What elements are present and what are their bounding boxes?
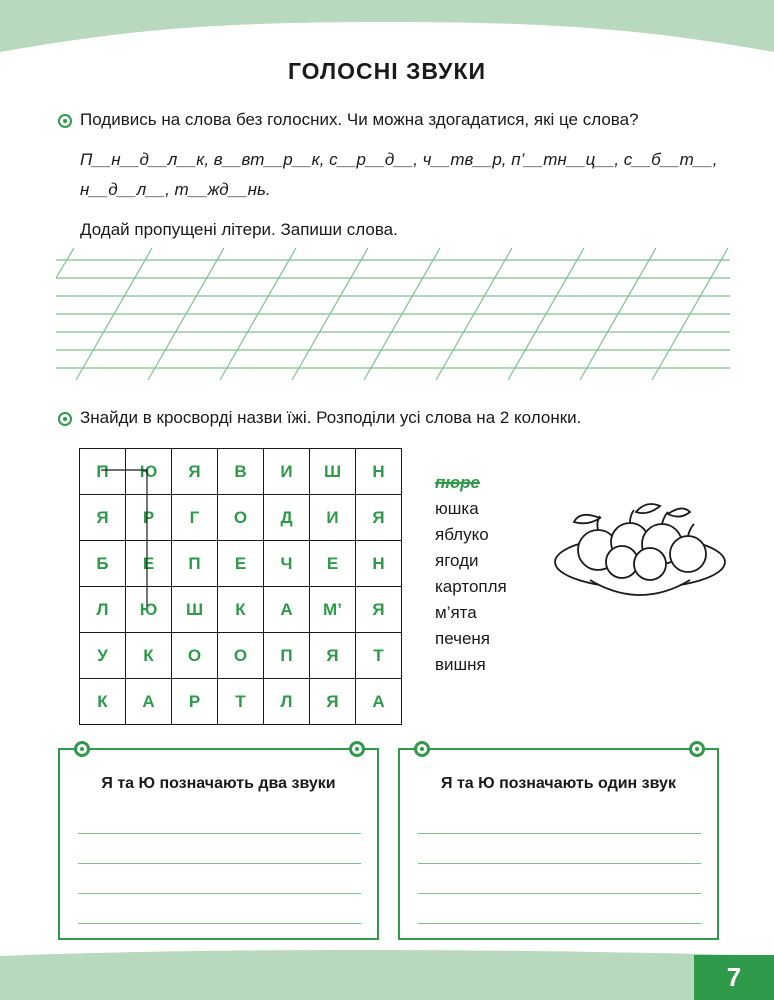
answer-box-one-sound xyxy=(398,748,719,940)
grid-cell[interactable]: К xyxy=(218,587,264,633)
bottom-decorative-band xyxy=(0,950,774,1000)
grid-row xyxy=(80,633,402,679)
grid-cell[interactable]: У xyxy=(80,633,126,679)
grid-cell[interactable]: Ч xyxy=(264,541,310,587)
target-bullet-icon xyxy=(58,412,72,426)
grid-cell[interactable]: Ш xyxy=(310,449,356,495)
grid-cell[interactable]: Н xyxy=(356,449,402,495)
grid-cell[interactable]: Р xyxy=(172,679,218,725)
grid-cell[interactable]: П xyxy=(80,449,126,495)
grid-cell[interactable]: Я xyxy=(80,495,126,541)
answer-line[interactable] xyxy=(418,833,701,834)
grid-cell[interactable]: Г xyxy=(172,495,218,541)
word-search-grid xyxy=(79,448,402,725)
answer-line[interactable] xyxy=(78,863,361,864)
grid-cell[interactable]: П xyxy=(264,633,310,679)
fruit-bowl-icon xyxy=(550,500,730,605)
answer-line[interactable] xyxy=(78,893,361,894)
grid-cell[interactable]: О xyxy=(218,495,264,541)
grid-cell[interactable]: Т xyxy=(218,679,264,725)
grid-row xyxy=(80,495,402,541)
grid-cell[interactable]: Я xyxy=(172,449,218,495)
grid-cell[interactable]: Т xyxy=(356,633,402,679)
grid-cell[interactable]: О xyxy=(172,633,218,679)
grid-cell[interactable]: П xyxy=(172,541,218,587)
grid-cell[interactable]: Л xyxy=(80,587,126,633)
grid-cell[interactable]: О xyxy=(218,633,264,679)
handwriting-lines[interactable] xyxy=(56,248,730,383)
pin-icon xyxy=(349,741,365,757)
grid-cell[interactable]: А xyxy=(126,679,172,725)
word-list-item: вишня xyxy=(435,655,486,674)
pin-icon xyxy=(414,741,430,757)
answer-line[interactable] xyxy=(418,863,701,864)
grid-cell[interactable]: Д xyxy=(264,495,310,541)
pin-icon xyxy=(74,741,90,757)
word-list-item: ягоди xyxy=(435,551,479,570)
task1-instruction: Подивись на слова без голосних. Чи можна здогадатися, які це слова? xyxy=(80,110,639,129)
grid-cell[interactable]: Я xyxy=(356,587,402,633)
grid-cell[interactable]: Р xyxy=(126,495,172,541)
grid-cell[interactable]: А xyxy=(264,587,310,633)
grid-cell[interactable]: В xyxy=(218,449,264,495)
word-list-item: пюре xyxy=(435,473,480,492)
word-list-item: картопля xyxy=(435,577,507,596)
grid-cell[interactable]: Ю xyxy=(126,449,172,495)
grid-cell[interactable]: Е xyxy=(126,541,172,587)
task2-instruction: Знайди в кросворді назви їжі. Розподіли усі слова на 2 колонки. xyxy=(80,408,582,427)
answer-line[interactable] xyxy=(418,893,701,894)
pin-icon xyxy=(689,741,705,757)
answer-box-two-sounds xyxy=(58,748,379,940)
page-title: ГОЛОСНІ ЗВУКИ xyxy=(287,58,487,84)
grid-cell[interactable]: И xyxy=(264,449,310,495)
grid-row xyxy=(80,679,402,725)
task1-subinstruction: Додай пропущені літери. Запиши слова. xyxy=(80,220,398,239)
word-list-item: печеня xyxy=(435,629,491,648)
answer-line[interactable] xyxy=(418,923,701,924)
page-number: 7 xyxy=(694,955,774,1000)
task1-words-line2: н__д__л__, т__жд__нь. xyxy=(80,180,271,199)
grid-cell[interactable]: М’ xyxy=(310,587,356,633)
answer-line[interactable] xyxy=(78,833,361,834)
word-list-item: м’ята xyxy=(435,603,477,622)
target-bullet-icon xyxy=(58,114,72,128)
word-list-item: юшка xyxy=(435,499,479,518)
answer-line[interactable] xyxy=(78,923,361,924)
grid-cell[interactable]: Е xyxy=(310,541,356,587)
top-decorative-band xyxy=(0,0,774,60)
grid-row xyxy=(80,449,402,495)
grid-row xyxy=(80,541,402,587)
box-title-two-sounds: Я та Ю позначають два звуки xyxy=(101,775,336,792)
grid-cell[interactable]: К xyxy=(80,679,126,725)
grid-cell[interactable]: Ш xyxy=(172,587,218,633)
grid-cell[interactable]: Я xyxy=(310,633,356,679)
word-list xyxy=(435,470,507,678)
grid-cell[interactable]: А xyxy=(356,679,402,725)
grid-row xyxy=(80,587,402,633)
grid-cell[interactable]: Я xyxy=(356,495,402,541)
grid-cell[interactable]: Е xyxy=(218,541,264,587)
grid-cell[interactable]: Л xyxy=(264,679,310,725)
grid-cell[interactable]: К xyxy=(126,633,172,679)
grid-cell[interactable]: Я xyxy=(310,679,356,725)
box-title-one-sound: Я та Ю позначають один звук xyxy=(441,775,676,792)
grid-cell[interactable]: Ю xyxy=(126,587,172,633)
task1-words-line1: П__н__д__л__к, в__вт__р__к, с__р__д__, ч__тв__р, п’__тн__ц__, с__б__т__, xyxy=(80,150,718,169)
grid-cell[interactable]: И xyxy=(310,495,356,541)
grid-cell[interactable]: Н xyxy=(356,541,402,587)
word-list-item: яблуко xyxy=(435,525,489,544)
grid-cell[interactable]: Б xyxy=(80,541,126,587)
